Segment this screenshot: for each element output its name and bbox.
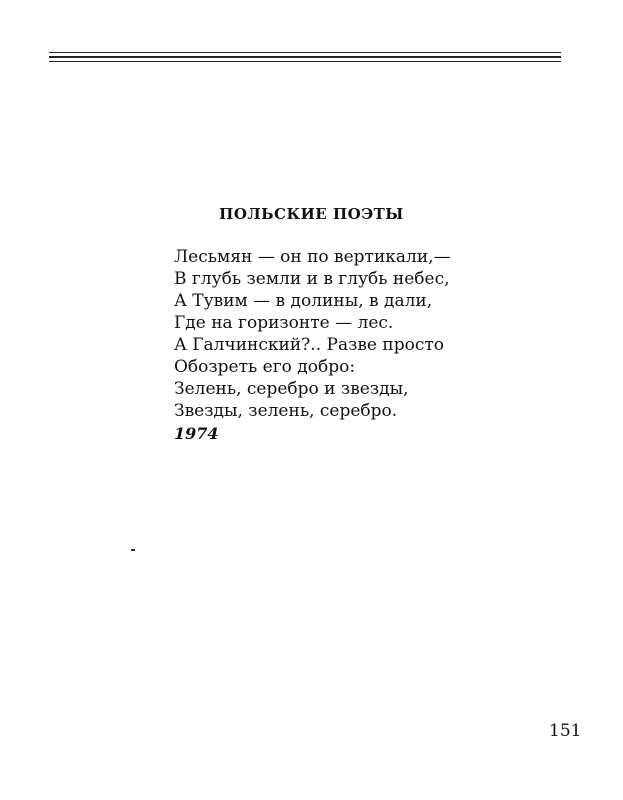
poem-line: Лесьмян — он по вертикали,— — [174, 247, 451, 267]
poem-line: А Тувим — в долины, в дали, — [174, 291, 433, 311]
header-rule-line — [49, 52, 561, 53]
poem-line: Где на горизонте — лес. — [174, 313, 394, 333]
header-rule-line — [49, 56, 561, 58]
poem-line: В глубь земли и в глубь небес, — [174, 269, 450, 289]
poem-stanza — [174, 246, 451, 422]
poem-line: Звезды, зелень, серебро. — [174, 401, 398, 421]
poem-year: 1974 — [174, 424, 219, 443]
header-rule-line — [49, 61, 561, 62]
poem-line: А Галчинский?.. Разве просто — [174, 335, 444, 355]
print-speck — [131, 549, 135, 551]
page-number: 151 — [549, 721, 582, 741]
poem-title: ПОЛЬСКИЕ ПОЭТЫ — [219, 205, 404, 223]
poem-line: Зелень, серебро и звезды, — [174, 379, 409, 399]
poem-line: Обозреть его добро: — [174, 357, 356, 377]
